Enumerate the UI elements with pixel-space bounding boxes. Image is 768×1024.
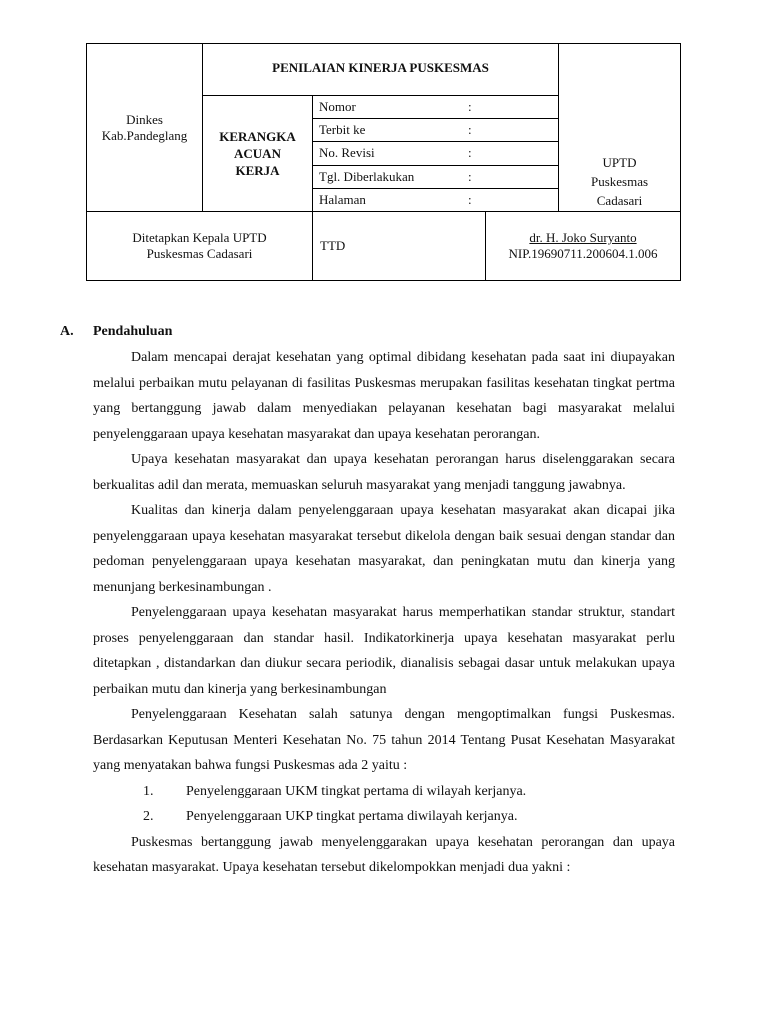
meta-colon: : <box>468 165 558 188</box>
unit-cell <box>559 44 681 212</box>
meta-label: Halaman <box>319 191 366 207</box>
doc-type-line-1: KERANGKA <box>219 129 296 144</box>
list-number: 2. <box>143 809 154 824</box>
meta-row-halaman <box>313 188 558 211</box>
approval-cell <box>87 212 313 281</box>
doc-title-cell <box>203 44 559 96</box>
paragraph: Puskesmas bertanggung jawab menyelenggarakan upaya kesehatan perorangan dan upaya kesehatan masyarakat. Upaya kesehatan tersebut dikelompokkan menjadi dua yakni : <box>93 834 675 875</box>
doc-title: PENILAIAN KINERJA PUSKESMAS <box>272 60 489 75</box>
meta-row-terbit <box>313 119 558 142</box>
paragraph: Dalam mencapai derajat kesehatan yang optimal dibidang kesehatan pada saat ini diupayakan melalui perbaikan mutu pelayanan di fasilitas Puskesmas merupakan fasilitas kesehatan tingkat pertma yang bertanggung jawab dalam menyediakan pelayanan kesehatan bagi masyarakat melalui penyelenggaraan upaya kesehatan masyarakat dan upaya kesehatan perorangan. <box>93 350 675 442</box>
document-header-table <box>86 43 681 281</box>
meta-row-tanggal <box>313 165 558 188</box>
list-item <box>93 779 675 805</box>
function-list <box>93 779 675 830</box>
meta-row-revisi <box>313 142 558 165</box>
paragraph: Penyelenggaraan Kesehatan salah satunya dengan mengoptimalkan fungsi Puskesmas. Berdasarkan Keputusan Menteri Kesehatan No. 75 tahun 2014 Tentang Pusat Kesehatan Masyarakat yang menyatakan bahwa fungsi Puskesmas ada 2 yaitu : <box>93 707 675 773</box>
signature-cell <box>313 212 486 281</box>
approval-line-1: Ditetapkan Kepala UPTD <box>132 230 267 245</box>
unit-line-3: Cadasari <box>596 193 643 208</box>
meta-colon: : <box>468 142 558 165</box>
section-letter: A. <box>60 324 74 339</box>
doc-type-line-2: ACUAN <box>234 146 281 161</box>
approval-line-2: Puskesmas Cadasari <box>146 246 253 261</box>
meta-label: Terbit ke <box>313 119 468 142</box>
signature-text: TTD <box>320 238 346 253</box>
doc-type-cell <box>203 96 313 212</box>
section-heading <box>60 318 675 345</box>
meta-label: No. Revisi <box>313 142 468 165</box>
meta-label: Tgl. Diberlakukan <box>313 165 468 188</box>
paragraph: Upaya kesehatan masyarakat dan upaya kesehatan perorangan harus diselenggarakan secara berkualitas adil dan merata, memuaskan seluruh masyarakat yang menjadi tanggung jawabnya. <box>93 452 675 493</box>
doc-meta-cell <box>313 96 559 212</box>
list-text: Penyelenggaraan UKP tingkat pertama diwilayah kerjanya. <box>186 809 518 824</box>
meta-colon: : <box>468 96 558 119</box>
paragraph: Kualitas dan kinerja dalam penyelenggaraan upaya kesehatan masyarakat akan dicapai jika penyelenggaraan upaya kesehatan masyarakat tersebut dikelola dengan baik sesuai dengan standar dan pedoman penyelenggaraan upaya kesehatan masyarakat, dan peningkatan mutu dan kinerja yang menunjang berkesinambungan . <box>93 503 675 595</box>
signer-name: dr. H. Joko Suryanto <box>529 230 637 245</box>
document-body <box>60 318 675 881</box>
org-line-2: Kab.Pandeglang <box>101 127 188 143</box>
meta-row-nomor <box>313 96 558 119</box>
meta-colon: : <box>468 191 472 207</box>
meta-label: Nomor <box>313 96 468 119</box>
section-title: Pendahuluan <box>93 324 173 339</box>
paragraph: Penyelenggaraan upaya kesehatan masyarakat harus memperhatikan standar struktur, standart proses penyelenggaraan dan standar hasil. Indikatorkinerja upaya kesehatan masyarakat perlu ditetapkan , distandarkan dan diukur secara periodik, dianalisis sebagai dasar untuk melakukan upaya perbaikan mutu dan kinerja yang berkesinambungan <box>93 605 675 697</box>
org-cell <box>87 44 203 212</box>
unit-line-2: Puskesmas <box>590 174 649 189</box>
list-item <box>93 804 675 830</box>
signer-nip: NIP.19690711.200604.1.006 <box>508 246 658 261</box>
doc-type-line-3: KERJA <box>235 163 280 178</box>
org-line-1: Dinkes <box>126 111 163 127</box>
meta-colon: : <box>468 119 558 142</box>
list-text: Penyelenggaraan UKM tingkat pertama di wilayah kerjanya. <box>186 783 527 799</box>
list-number: 1. <box>143 783 154 799</box>
signer-cell <box>486 212 681 281</box>
unit-line-1: UPTD <box>602 155 637 170</box>
doc-meta-grid <box>313 96 558 211</box>
